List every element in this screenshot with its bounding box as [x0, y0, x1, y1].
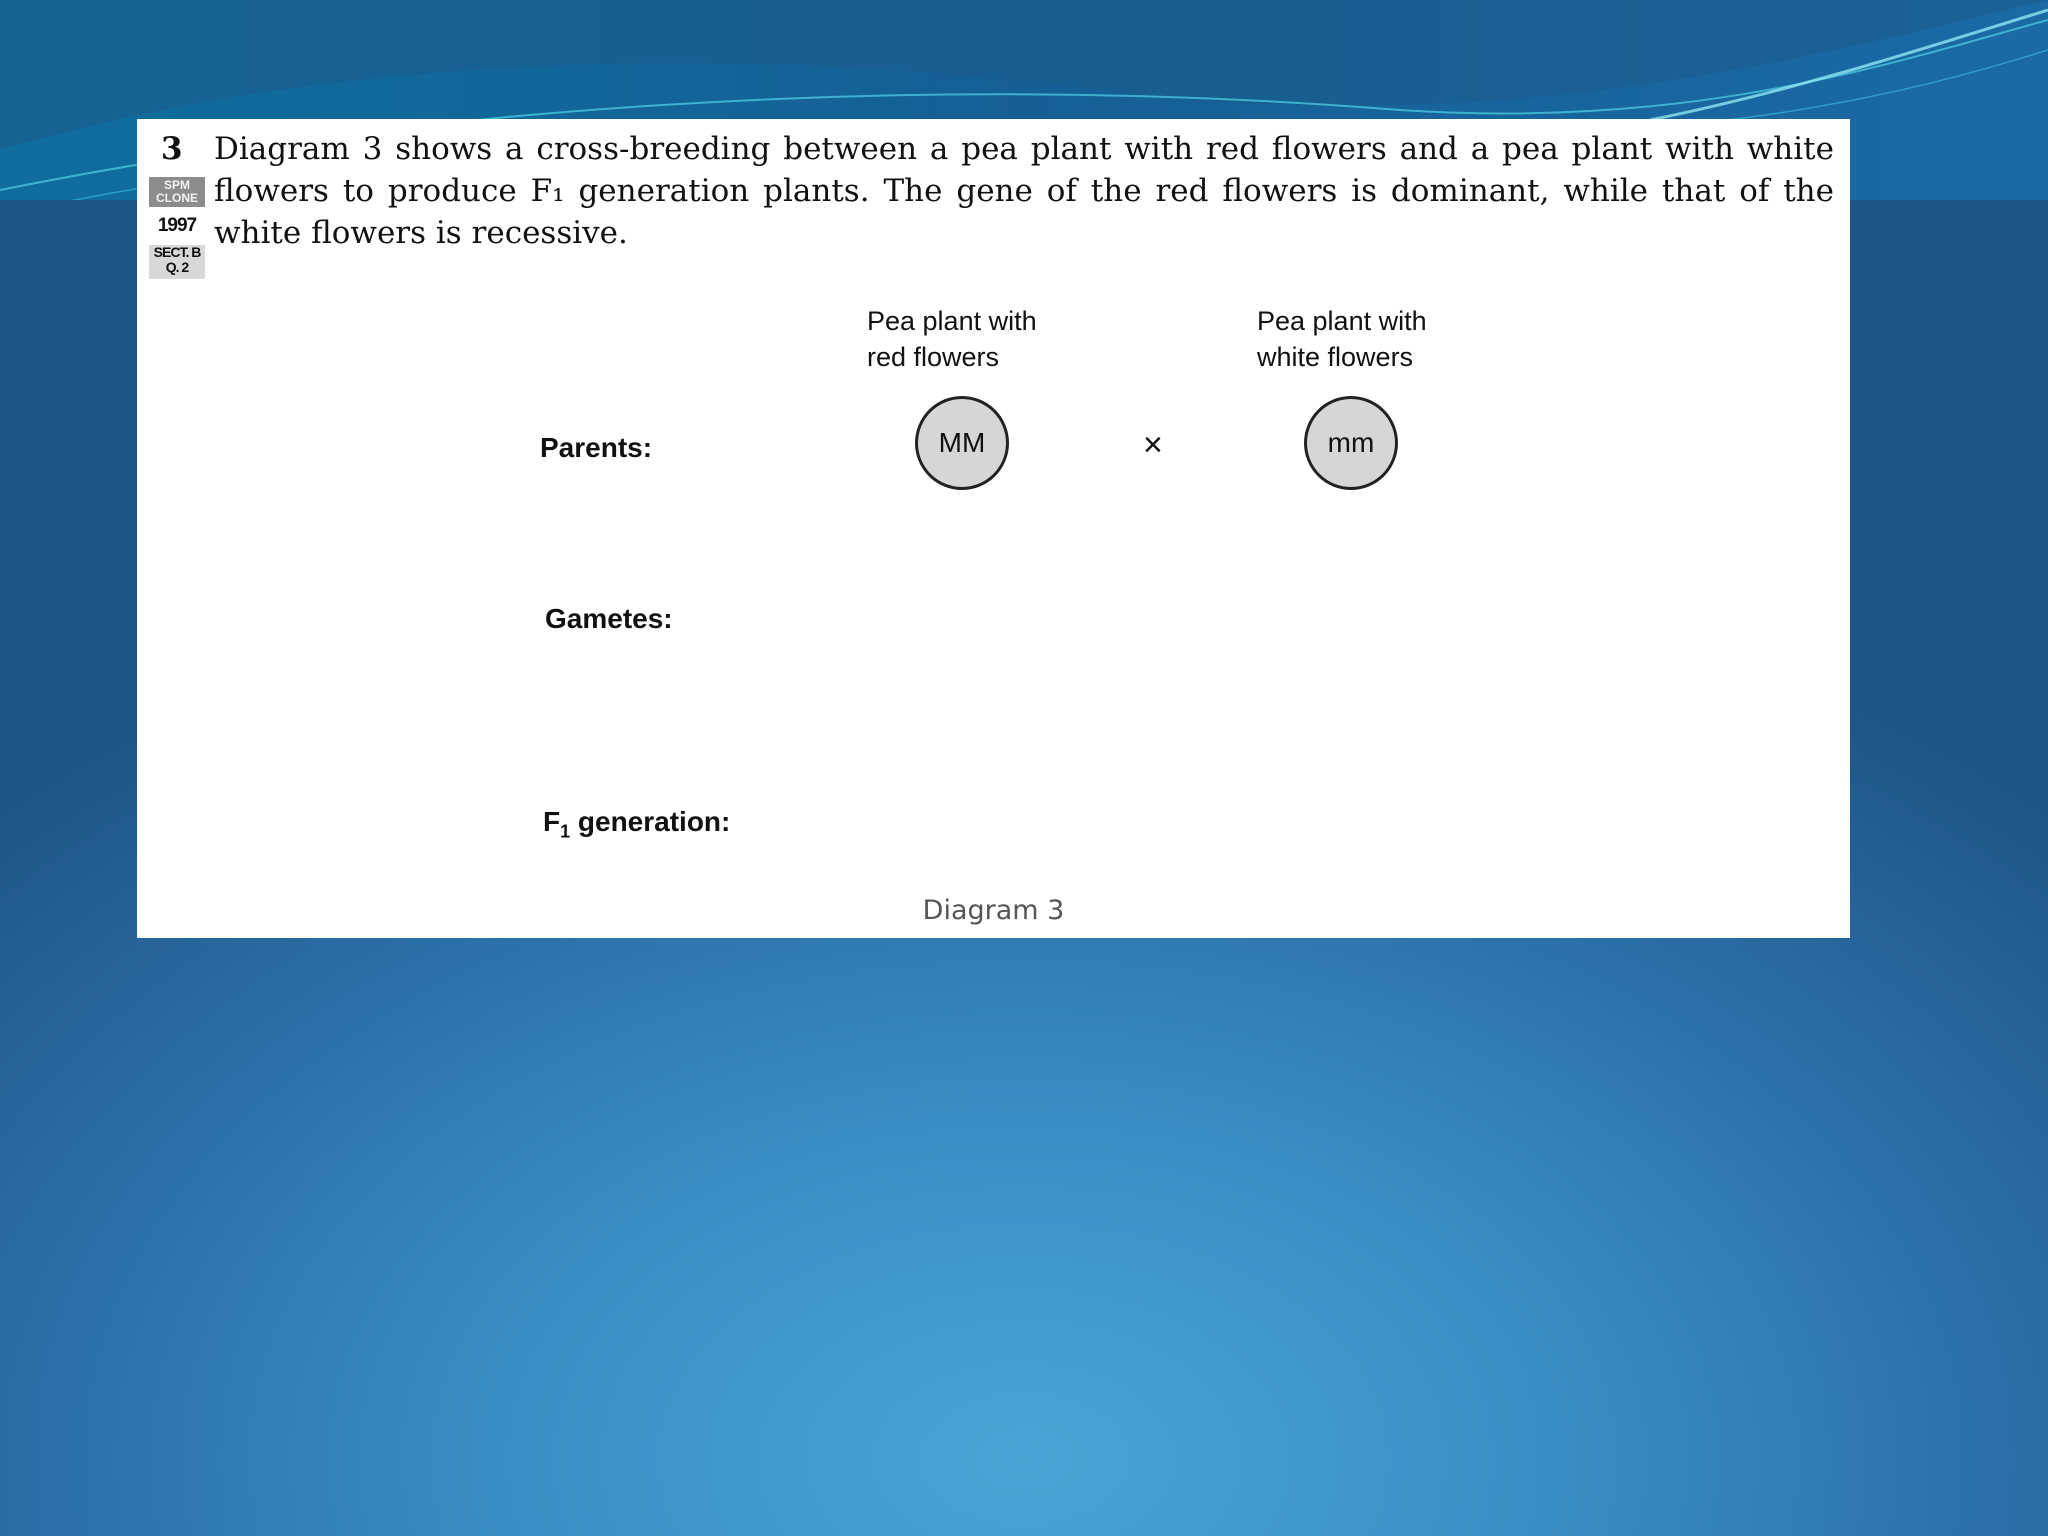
badge-tag: SPM CLONE — [149, 177, 205, 207]
red-parent-label-line2: red flowers — [867, 342, 1000, 372]
diagram-caption: Diagram 3 — [922, 895, 1065, 926]
f1-row-label — [543, 806, 730, 843]
f1-row-label-subscript: 1 — [560, 821, 571, 842]
badge-section — [149, 245, 205, 279]
white-parent-label-line1: Pea plant with — [1257, 306, 1427, 336]
red-parent-genotype-circle — [915, 396, 1009, 490]
red-parent-label — [867, 303, 1037, 375]
red-parent-genotype: MM — [938, 427, 986, 458]
question-sheet — [137, 119, 1850, 938]
badge-year: 1997 — [157, 215, 197, 236]
cross-symbol: × — [1143, 426, 1163, 464]
white-parent-genotype-circle — [1304, 396, 1398, 490]
f1-row-label-rest: generation: — [570, 806, 731, 837]
gametes-row-label: Gametes: — [545, 603, 673, 634]
badge-section-label: SECT. B — [153, 244, 201, 260]
badge-question-ref: Q. 2 — [165, 259, 189, 275]
question-number: 3 — [161, 131, 183, 167]
exam-reference-badge — [149, 177, 205, 401]
white-parent-genotype: mm — [1327, 427, 1375, 458]
white-parent-label-line2: white flowers — [1257, 342, 1414, 372]
white-parent-label — [1257, 303, 1427, 375]
parents-row-label: Parents: — [540, 432, 653, 463]
red-parent-label-line1: Pea plant with — [867, 306, 1037, 336]
f1-row-label-base: F — [543, 806, 561, 837]
question-text: Diagram 3 shows a cross-breeding between a pea plant with red flowers and a pea plant with white flowers to produce F₁ generation plants. The gene of the red flowers is dominant, while that of the white flowers is recessive. — [214, 131, 1834, 251]
